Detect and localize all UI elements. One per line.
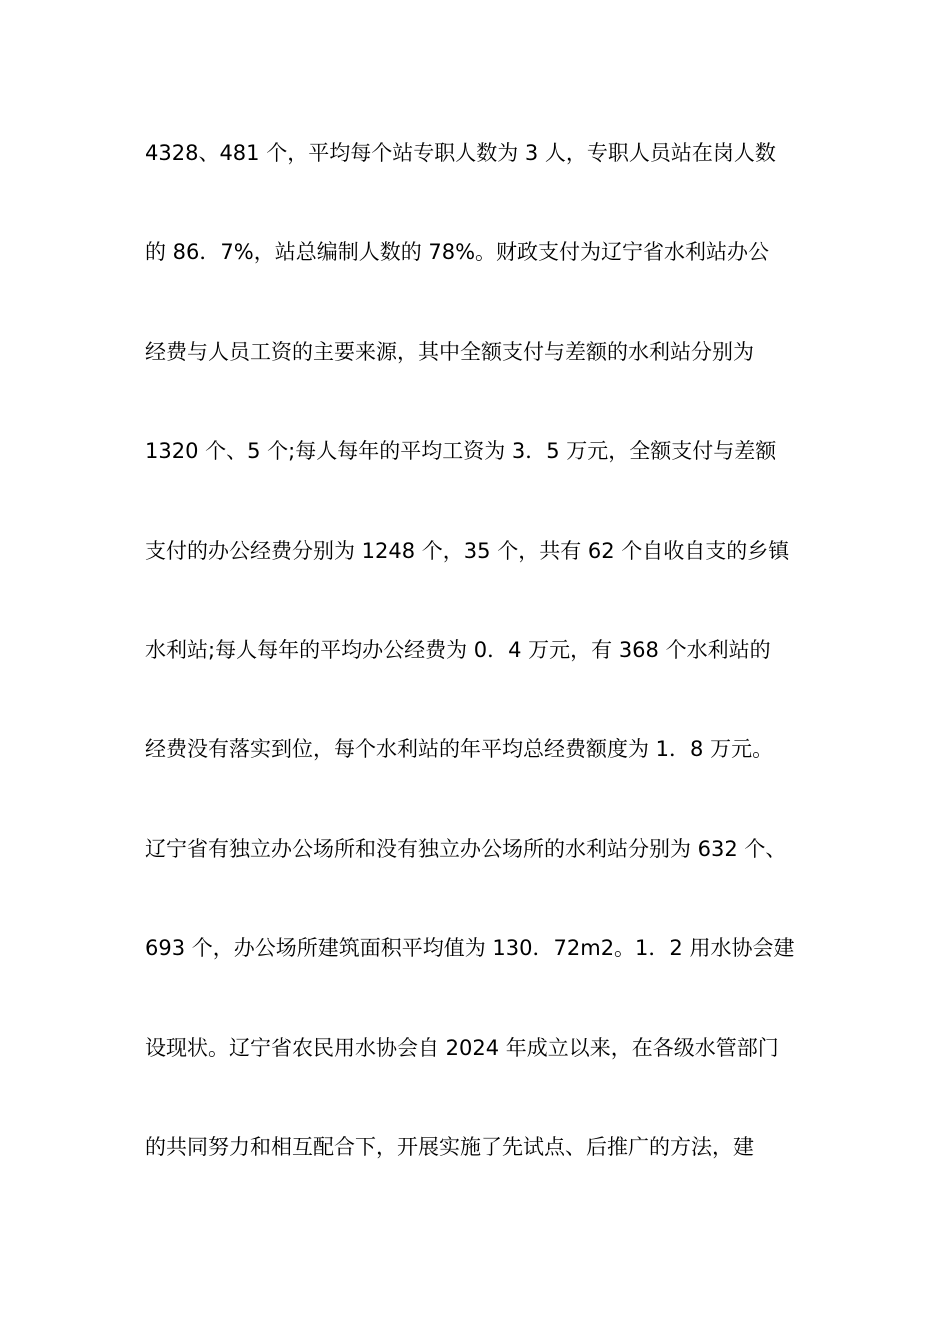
- text-line: 经费与人员工资的主要来源，其中全额支付与差额的水利站分别为: [145, 339, 754, 364]
- body-text: [145, 128, 825, 1221]
- text-line: 水利站;每人每年的平均办公经费为 0．4 万元，有 368 个水利站的: [145, 637, 771, 662]
- text-line: 的 86．7%，站总编制人数的 78%。财政支付为辽宁省水利站办公: [145, 240, 770, 265]
- text-line: 4328、481 个，平均每个站专职人数为 3 人，专职人员站在岗人数: [145, 141, 776, 165]
- text-line: 693 个，办公场所建筑面积平均值为 130．72m2。1．2 用水协会建: [145, 936, 795, 961]
- text-line: 辽宁省有独立办公场所和没有独立办公场所的水利站分别为 632 个、: [145, 836, 787, 861]
- text-line: 支付的办公经费分别为 1248 个，35 个，共有 62 个自收自支的乡镇: [145, 538, 790, 563]
- text-line: 的共同努力和相互配合下，开展实施了先试点、后推广的方法，建: [145, 1134, 754, 1159]
- text-line: 1320 个、5 个;每人每年的平均工资为 3．5 万元，全额支付与差额: [145, 439, 777, 464]
- text-line: 经费没有落实到位，每个水利站的年平均总经费额度为 1．8 万元。: [145, 737, 774, 762]
- text-line: 设现状。辽宁省农民用水协会自 2024 年成立以来，在各级水管部门: [145, 1035, 779, 1060]
